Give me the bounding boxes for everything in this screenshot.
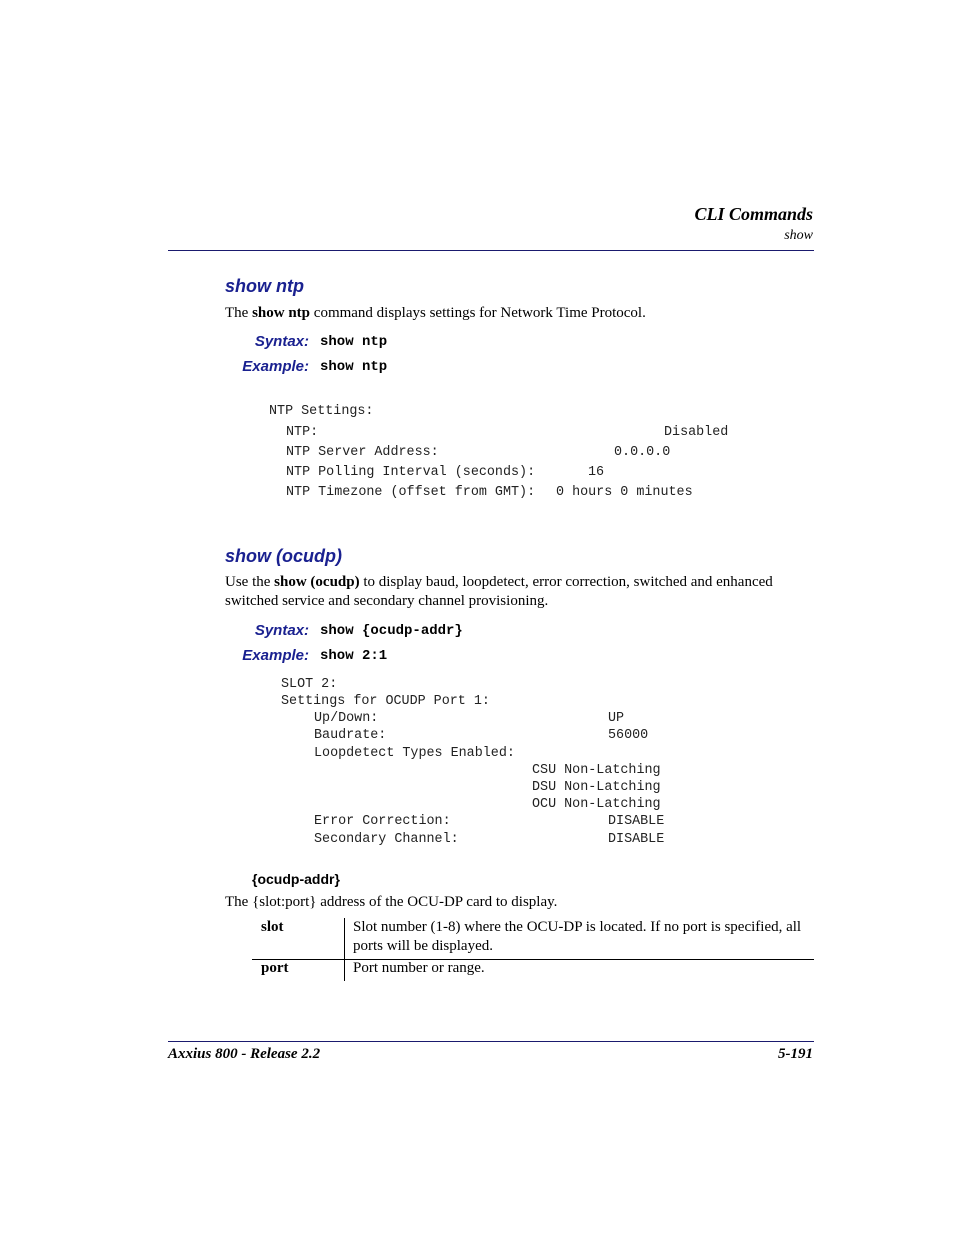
output-key: Up/Down: [314, 711, 379, 726]
param-name: port [261, 960, 289, 976]
syntax-command: show {ocudp-addr} [320, 623, 463, 639]
show-ntp-description: The show ntp command displays settings for Network Time Protocol. [225, 305, 646, 321]
output-value: 16 [588, 465, 605, 480]
section-title-show-ocudp: show (ocudp) [225, 546, 342, 566]
output-value: Disabled [664, 425, 729, 440]
output-value: CSU Non-Latching [532, 763, 661, 778]
example-command: show ntp [320, 359, 388, 375]
table-column-divider [344, 918, 345, 981]
param-desc: Slot number (1-8) where the OCU-DP is located. If no port is specified, all ports will be displayed. [353, 919, 802, 954]
param-desc: Port number or range. [353, 960, 485, 976]
parameter-heading: {ocudp-addr} [252, 871, 340, 887]
example-command: show 2:1 [320, 648, 388, 664]
header-rule [168, 250, 814, 251]
output-key: Baudrate: [314, 728, 387, 743]
output-value: OCU Non-Latching [532, 797, 661, 812]
syntax-command: show ntp [320, 334, 388, 350]
parameter-description: The {slot:port} address of the OCU-DP card to display. [225, 894, 558, 910]
output-value: DSU Non-Latching [532, 780, 661, 795]
chapter-title: CLI Commands [694, 204, 813, 224]
syntax-label: Syntax: [254, 622, 309, 639]
output-key: NTP Server Address: [286, 445, 439, 460]
example-label: Example: [242, 358, 309, 375]
output-value: 0 hours 0 minutes [556, 485, 693, 500]
output-line: Settings for OCUDP Port 1: [281, 694, 490, 709]
output-line: SLOT 2: [281, 677, 338, 692]
output-line: NTP Settings: [269, 404, 374, 419]
output-value: DISABLE [608, 832, 665, 847]
output-key: NTP Polling Interval (seconds): [286, 465, 536, 480]
output-value: 0.0.0.0 [614, 445, 671, 460]
page-number: 5-191 [778, 1046, 813, 1062]
output-key: Error Correction: [314, 814, 451, 829]
output-value: DISABLE [608, 814, 665, 829]
section-title-show-ntp: show ntp [225, 276, 304, 296]
output-key: Secondary Channel: [314, 832, 459, 847]
footer-product: Axxius 800 - Release 2.2 [168, 1046, 321, 1062]
footer-rule [168, 1041, 814, 1042]
output-key: Loopdetect Types Enabled: [314, 746, 515, 761]
section-name: show [784, 228, 813, 243]
output-value: UP [608, 711, 625, 726]
syntax-label: Syntax: [254, 333, 309, 350]
param-name: slot [261, 919, 284, 935]
output-value: 56000 [608, 728, 649, 743]
example-label: Example: [242, 647, 309, 664]
output-key: NTP Timezone (offset from GMT): [286, 485, 536, 500]
show-ocudp-description: Use the show (ocudp) to display baud, loopdetect, error correction, switched and enhanced switched service and secondary channel provisioning. [225, 574, 773, 609]
output-key: NTP: [286, 425, 319, 440]
